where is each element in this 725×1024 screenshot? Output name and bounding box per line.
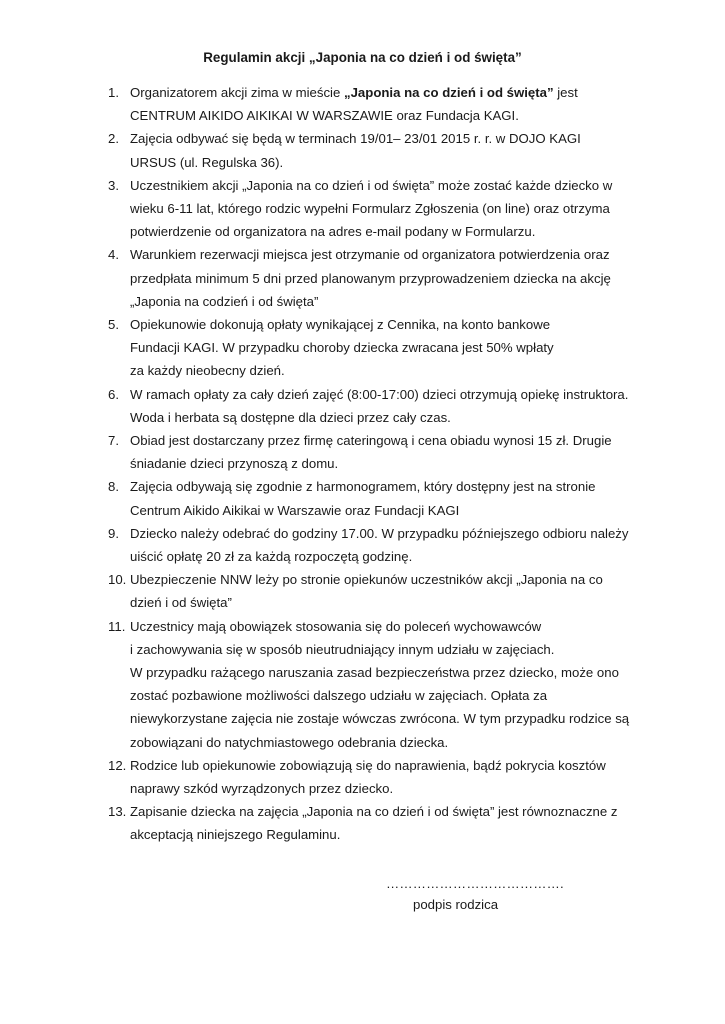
text-segment: Obiad jest dostarczany przez firmę cateringową i cena obiadu wynosi 15 zł. Drugie bbox=[130, 433, 612, 448]
item-text-line bbox=[130, 475, 670, 498]
item-text bbox=[130, 127, 670, 173]
item-text bbox=[130, 475, 670, 521]
text-segment: Woda i herbata są dostępne dla dzieci przez cały czas. bbox=[130, 409, 451, 425]
item-text-line bbox=[130, 174, 670, 197]
item-text-line bbox=[130, 197, 670, 220]
text-segment: Zajęcia odbywać się będą w terminach 19/01– 23/01 2015 r. r. w DOJO KAGI bbox=[130, 131, 581, 147]
item-text bbox=[130, 615, 670, 754]
text-segment: przedpłata minimum 5 dni przed planowanym przyprowadzeniem dziecka na akcję bbox=[130, 270, 611, 286]
item-text-line bbox=[130, 707, 670, 730]
text-segment: niewykorzystane zajęcia nie zostaje wówczas zwrócona. W tym przypadku rodzice są bbox=[130, 711, 630, 727]
regulation-item bbox=[108, 429, 668, 475]
item-number: 1. bbox=[108, 85, 119, 100]
item-text-line bbox=[130, 406, 670, 429]
item-text-line bbox=[130, 568, 670, 591]
item-text bbox=[130, 174, 670, 244]
item-text-line bbox=[130, 81, 670, 104]
text-segment: URSUS (ul. Regulska 36). bbox=[130, 154, 284, 170]
document-title: Regulamin akcji „Japonia na co dzień i od święta” bbox=[203, 50, 522, 65]
signature-line: …………………………………. bbox=[386, 876, 564, 891]
text-segment: Uczestnikiem akcji „Japonia na co dzień i od święta” może zostać każde dziecko w bbox=[130, 177, 613, 193]
text-segment: Opiekunowie dokonują opłaty wynikającej z Cennika, na konto bankowe bbox=[130, 317, 551, 332]
item-number: 8. bbox=[108, 479, 119, 495]
text-segment: W ramach opłaty za cały dzień zajęć (8:00-17:00) dzieci otrzymują opiekę instruktora. bbox=[130, 386, 629, 402]
item-text-line bbox=[130, 127, 670, 150]
text-segment: śniadanie dzieci przynoszą z domu. bbox=[130, 456, 339, 472]
text-segment: Zajęcia odbywają się zgodnie z harmonogramem, który dostępny jest na stronie bbox=[130, 479, 596, 495]
item-text-line bbox=[130, 290, 670, 313]
regulation-item bbox=[108, 127, 668, 173]
item-text-line bbox=[130, 638, 670, 661]
item-text bbox=[130, 383, 670, 429]
item-text bbox=[130, 429, 670, 475]
item-text-line bbox=[130, 545, 670, 568]
item-text-line bbox=[130, 452, 670, 475]
item-text-line bbox=[130, 615, 670, 638]
item-text-line bbox=[130, 267, 670, 290]
item-text-line bbox=[130, 151, 670, 174]
item-text-line bbox=[130, 684, 670, 707]
text-segment: Zapisanie dziecka na zajęcia „Japonia na co dzień i od święta” jest równoznaczne z bbox=[130, 804, 618, 820]
regulation-item bbox=[108, 383, 668, 429]
item-text-line bbox=[130, 661, 670, 684]
item-text-line bbox=[130, 243, 670, 266]
item-text-line bbox=[130, 731, 670, 754]
signature-label: podpis rodzica bbox=[413, 897, 499, 912]
text-segment: Organizatorem akcji zima w mieście bbox=[130, 85, 344, 100]
regulation-item bbox=[108, 243, 668, 313]
regulation-item bbox=[108, 800, 668, 846]
item-text-line bbox=[130, 522, 670, 545]
item-text bbox=[130, 522, 670, 568]
regulation-item bbox=[108, 615, 668, 754]
item-text-line bbox=[130, 800, 670, 823]
regulation-item bbox=[108, 754, 668, 800]
item-number: 10. bbox=[108, 572, 127, 588]
signature-block bbox=[386, 874, 564, 915]
item-number: 6. bbox=[108, 386, 119, 402]
text-segment: Warunkiem rezerwacji miejsca jest otrzymanie od organizatora potwierdzenia oraz bbox=[130, 247, 610, 263]
regulation-item bbox=[108, 313, 668, 383]
regulation-item bbox=[108, 81, 668, 127]
text-segment: Uczestnicy mają obowiązek stosowania się do poleceń wychowawców bbox=[130, 618, 542, 634]
item-text bbox=[130, 568, 670, 614]
regulation-item bbox=[108, 174, 668, 244]
item-number: 12. bbox=[108, 757, 127, 773]
text-segment: jest bbox=[553, 85, 578, 100]
text-segment: Centrum Aikido Aikikai w Warszawie oraz Fundacji KAGI bbox=[130, 502, 460, 518]
item-number: 9. bbox=[108, 525, 119, 541]
text-segment: akceptacją niniejszego Regulaminu. bbox=[130, 827, 341, 843]
text-segment: za każdy nieobecny dzień. bbox=[130, 363, 285, 379]
text-segment: CENTRUM AIKIDO AIKIKAI W WARSZAWIE oraz Fundacja KAGI. bbox=[130, 108, 519, 124]
text-segment: naprawy szkód wyrządzonych przez dziecko. bbox=[130, 781, 394, 796]
bold-text-segment: „Japonia na co dzień i od święta” bbox=[344, 85, 554, 100]
text-segment: zostać pozbawione możliwości dalszego udziału w zajęciach. Opłata za bbox=[130, 688, 548, 704]
text-segment: Rodzice lub opiekunowie zobowiązują się do naprawienia, bądź pokrycia kosztów bbox=[130, 757, 606, 773]
item-text-line bbox=[130, 823, 670, 846]
item-text-line bbox=[130, 383, 670, 406]
item-text-line bbox=[130, 313, 670, 336]
regulation-item bbox=[108, 522, 668, 568]
item-number: 5. bbox=[108, 317, 119, 332]
text-segment: uiścić opłatę 20 zł za każdą rozpoczętą godzinę. bbox=[130, 549, 413, 564]
item-text-line bbox=[130, 336, 670, 359]
item-number: 2. bbox=[108, 131, 119, 147]
item-text-line bbox=[130, 220, 670, 243]
item-number: 13. bbox=[108, 804, 127, 820]
text-segment: i zachowywania się w sposób nieutrudniający innym udziału w zajęciach. bbox=[130, 641, 555, 657]
item-text bbox=[130, 243, 670, 313]
item-text-line bbox=[130, 499, 670, 522]
item-text bbox=[130, 754, 670, 800]
item-text-line bbox=[130, 359, 670, 382]
item-text-line bbox=[130, 591, 670, 614]
regulation-item bbox=[108, 568, 668, 614]
text-segment: Dziecko należy odebrać do godziny 17.00. W przypadku późniejszego odbioru należy bbox=[130, 525, 629, 541]
regulation-item bbox=[108, 475, 668, 521]
text-segment: W przypadku rażącego naruszania zasad bezpieczeństwa przez dziecko, może ono bbox=[130, 665, 619, 680]
text-segment: „Japonia na codzień i od święta” bbox=[130, 293, 319, 309]
item-number: 11. bbox=[108, 618, 126, 634]
text-segment: zobowiązani do natychmiastowego odebrania dziecka. bbox=[130, 734, 449, 750]
text-segment: Fundacji KAGI. W przypadku choroby dziecka zwracana jest 50% wpłaty bbox=[130, 340, 554, 356]
item-text-line bbox=[130, 429, 670, 452]
item-text bbox=[130, 81, 670, 127]
item-text bbox=[130, 800, 670, 846]
text-segment: potwierdzenie od organizatora na adres e-mail podany w Formularzu. bbox=[130, 224, 536, 240]
item-text-line bbox=[130, 754, 670, 777]
text-segment: wieku 6-11 lat, którego rodzic wypełni Formularz Zgłoszenia (on line) oraz otrzyma bbox=[130, 201, 610, 216]
text-segment: dzień i od święta” bbox=[130, 595, 232, 611]
item-number: 4. bbox=[108, 247, 119, 263]
item-text-line bbox=[130, 777, 670, 800]
text-segment: Ubezpieczenie NNW leży po stronie opiekunów uczestników akcji „Japonia na co bbox=[130, 572, 603, 588]
item-text-line bbox=[130, 104, 670, 127]
item-text bbox=[130, 313, 670, 383]
item-number: 7. bbox=[108, 433, 119, 448]
item-number: 3. bbox=[108, 177, 119, 193]
